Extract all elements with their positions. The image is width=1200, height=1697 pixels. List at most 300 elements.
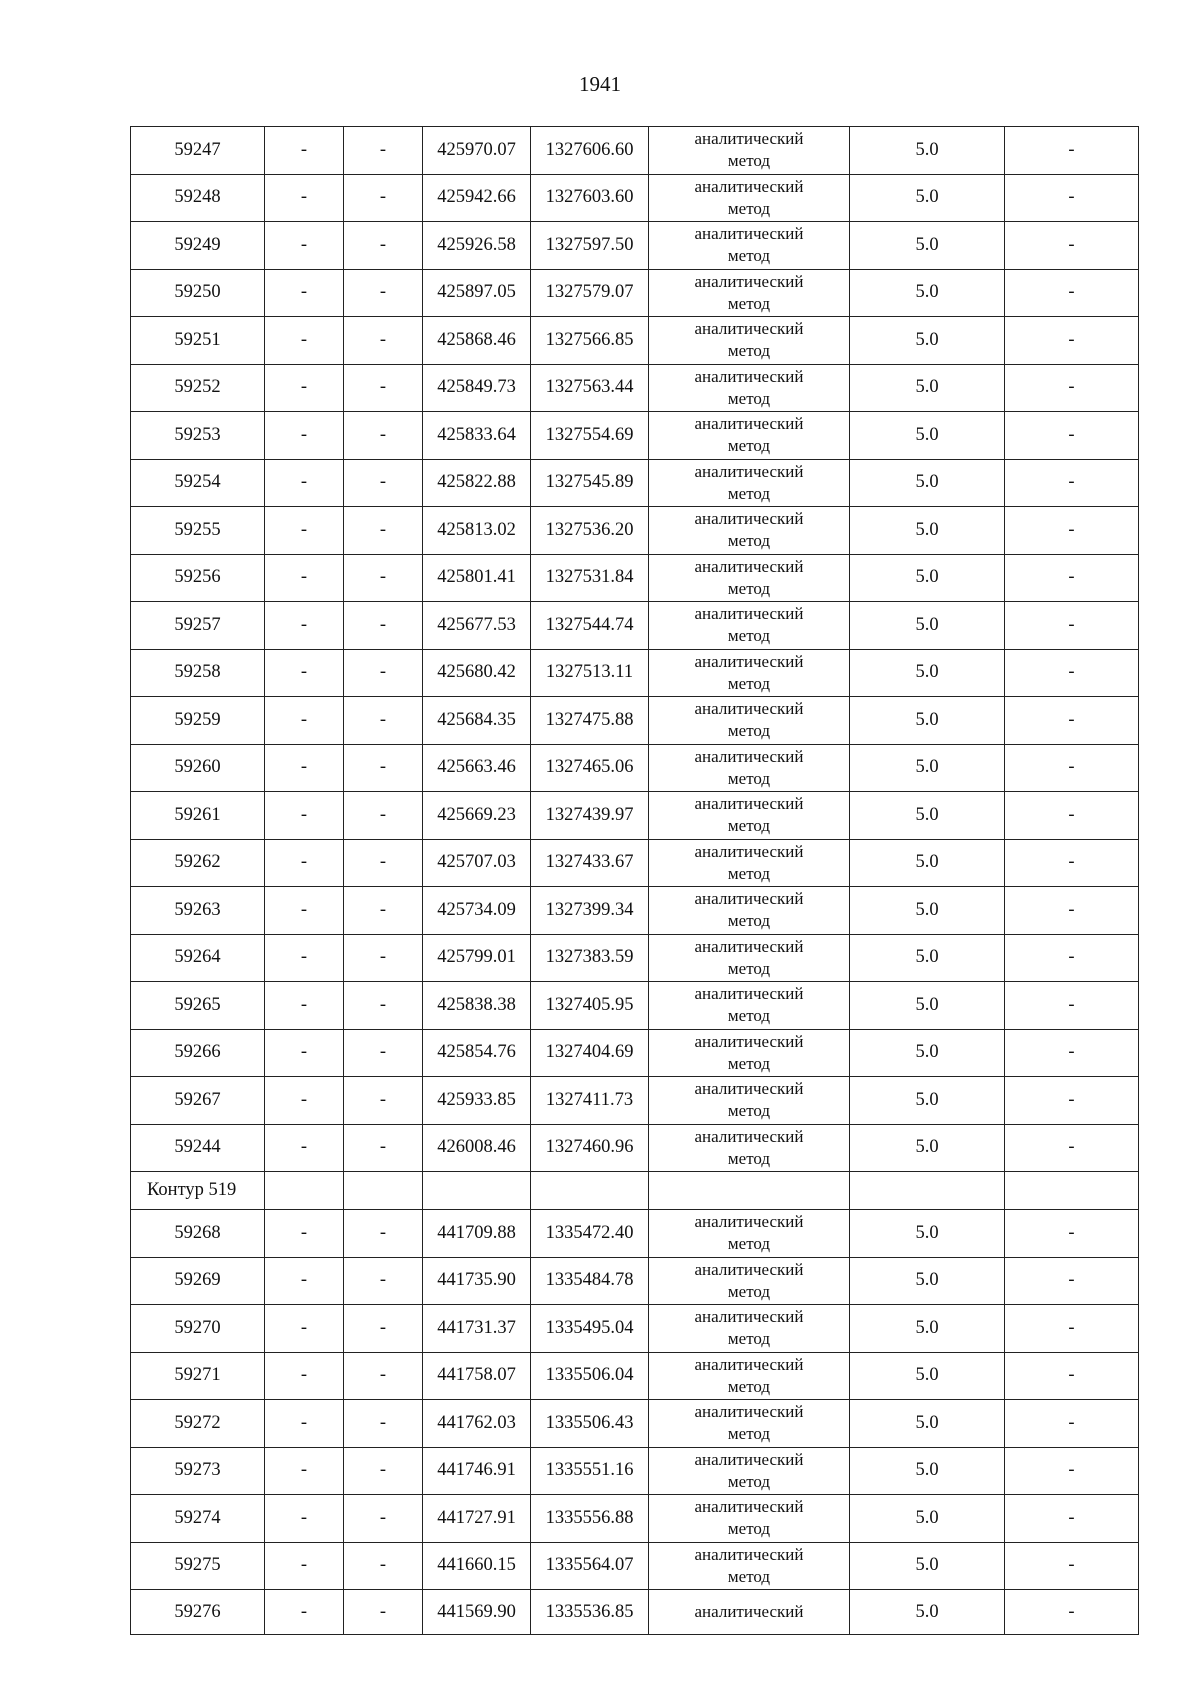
dash-cell: - bbox=[1005, 697, 1139, 745]
dash-cell: - bbox=[265, 982, 344, 1030]
method-line-1: аналитический bbox=[694, 1449, 804, 1469]
point-id-cell: 59261 bbox=[131, 792, 265, 840]
dash-cell: - bbox=[1005, 174, 1139, 222]
table-row bbox=[131, 1542, 1139, 1590]
method-line-1: аналитический bbox=[694, 1402, 804, 1422]
x-coordinate-cell: 425669.23 bbox=[423, 792, 531, 840]
dash-cell: - bbox=[265, 1124, 344, 1172]
dash-cell: - bbox=[265, 1029, 344, 1077]
method-cell bbox=[649, 1495, 850, 1543]
method-line-2: метод bbox=[727, 1471, 771, 1491]
dash-cell: - bbox=[265, 1447, 344, 1495]
y-coordinate-cell: 1327411.73 bbox=[531, 1077, 649, 1125]
dash-cell: - bbox=[265, 1495, 344, 1543]
dash-cell: - bbox=[344, 412, 423, 460]
point-id-cell: 59251 bbox=[131, 317, 265, 365]
dash-cell: - bbox=[344, 1305, 423, 1353]
method-cell bbox=[649, 1210, 850, 1258]
dash-cell: - bbox=[265, 649, 344, 697]
point-id-cell: 59276 bbox=[131, 1590, 265, 1635]
x-coordinate-cell: 425680.42 bbox=[423, 649, 531, 697]
point-id-cell: 59274 bbox=[131, 1495, 265, 1543]
point-id-cell: 59271 bbox=[131, 1352, 265, 1400]
dash-cell: - bbox=[265, 1352, 344, 1400]
method-line-2: метод bbox=[727, 483, 771, 503]
dash-cell: - bbox=[1005, 364, 1139, 412]
accuracy-cell: 5.0 bbox=[850, 1542, 1005, 1590]
point-id-cell: 59260 bbox=[131, 744, 265, 792]
table-row bbox=[131, 934, 1139, 982]
y-coordinate-cell: 1327513.11 bbox=[531, 649, 649, 697]
method-line-2: метод bbox=[727, 1329, 771, 1349]
dash-cell: - bbox=[1005, 744, 1139, 792]
accuracy-cell: 5.0 bbox=[850, 839, 1005, 887]
dash-cell: - bbox=[1005, 554, 1139, 602]
method-cell bbox=[649, 222, 850, 270]
method-cell bbox=[649, 1257, 850, 1305]
method-line-1: аналитический bbox=[694, 604, 804, 624]
dash-cell: - bbox=[344, 744, 423, 792]
dash-cell: - bbox=[344, 1210, 423, 1258]
dash-cell: - bbox=[344, 1124, 423, 1172]
method-cell bbox=[649, 649, 850, 697]
method-line-1: аналитический bbox=[694, 366, 804, 386]
method-cell bbox=[649, 1305, 850, 1353]
dash-cell: - bbox=[1005, 1447, 1139, 1495]
method-cell bbox=[649, 982, 850, 1030]
x-coordinate-cell: 425897.05 bbox=[423, 269, 531, 317]
y-coordinate-cell: 1327554.69 bbox=[531, 412, 649, 460]
accuracy-cell: 5.0 bbox=[850, 1210, 1005, 1258]
method-line-2: метод bbox=[727, 1101, 771, 1121]
method-line-1: аналитический bbox=[694, 889, 804, 909]
x-coordinate-cell: 441731.37 bbox=[423, 1305, 531, 1353]
contour-header-row bbox=[131, 1172, 1139, 1210]
y-coordinate-cell: 1327544.74 bbox=[531, 602, 649, 650]
method-cell bbox=[649, 507, 850, 555]
accuracy-cell: 5.0 bbox=[850, 934, 1005, 982]
accuracy-cell: 5.0 bbox=[850, 982, 1005, 1030]
method-line-2: метод bbox=[727, 911, 771, 931]
x-coordinate-cell: 425822.88 bbox=[423, 459, 531, 507]
accuracy-cell: 5.0 bbox=[850, 1495, 1005, 1543]
accuracy-cell: 5.0 bbox=[850, 317, 1005, 365]
table-row bbox=[131, 1077, 1139, 1125]
dash-cell: - bbox=[344, 127, 423, 175]
dash-cell: - bbox=[344, 1400, 423, 1448]
method-cell bbox=[649, 1352, 850, 1400]
dash-cell: - bbox=[265, 1542, 344, 1590]
dash-cell: - bbox=[1005, 412, 1139, 460]
table-row bbox=[131, 602, 1139, 650]
dash-cell: - bbox=[344, 222, 423, 270]
method-line-1: аналитический bbox=[694, 1497, 804, 1517]
accuracy-cell: 5.0 bbox=[850, 1590, 1005, 1635]
method-line-2: метод bbox=[727, 721, 771, 741]
table-row bbox=[131, 887, 1139, 935]
method-cell bbox=[649, 1124, 850, 1172]
method-line-2: метод bbox=[727, 151, 771, 171]
method-line-2: метод bbox=[727, 1281, 771, 1301]
method-line-1: аналитический bbox=[694, 1354, 804, 1374]
method-cell bbox=[649, 554, 850, 602]
method-line-2: метод bbox=[727, 1006, 771, 1026]
method-line-2: метод bbox=[727, 1148, 771, 1168]
empty-cell bbox=[850, 1172, 1005, 1210]
method-line-2: метод bbox=[727, 1376, 771, 1396]
accuracy-cell: 5.0 bbox=[850, 1352, 1005, 1400]
accuracy-cell: 5.0 bbox=[850, 364, 1005, 412]
x-coordinate-cell: 425801.41 bbox=[423, 554, 531, 602]
dash-cell: - bbox=[265, 1210, 344, 1258]
dash-cell: - bbox=[265, 602, 344, 650]
dash-cell: - bbox=[344, 1257, 423, 1305]
y-coordinate-cell: 1327603.60 bbox=[531, 174, 649, 222]
y-coordinate-cell: 1327545.89 bbox=[531, 459, 649, 507]
dash-cell: - bbox=[344, 1077, 423, 1125]
method-line-2: метод bbox=[727, 673, 771, 693]
dash-cell: - bbox=[265, 1257, 344, 1305]
table-row bbox=[131, 1447, 1139, 1495]
dash-cell: - bbox=[1005, 982, 1139, 1030]
dash-cell: - bbox=[265, 364, 344, 412]
method-cell bbox=[649, 697, 850, 745]
dash-cell: - bbox=[265, 554, 344, 602]
table-row bbox=[131, 364, 1139, 412]
method-cell bbox=[649, 1077, 850, 1125]
accuracy-cell: 5.0 bbox=[850, 412, 1005, 460]
table-body bbox=[131, 127, 1139, 1635]
table-row bbox=[131, 1352, 1139, 1400]
dash-cell: - bbox=[344, 697, 423, 745]
method-line-2: метод bbox=[727, 578, 771, 598]
method-line-1: аналитический bbox=[694, 699, 804, 719]
point-id-cell: 59248 bbox=[131, 174, 265, 222]
dash-cell: - bbox=[265, 459, 344, 507]
y-coordinate-cell: 1327383.59 bbox=[531, 934, 649, 982]
x-coordinate-cell: 425663.46 bbox=[423, 744, 531, 792]
dash-cell: - bbox=[1005, 1029, 1139, 1077]
method-line-1: аналитический bbox=[694, 224, 804, 244]
dash-cell: - bbox=[1005, 222, 1139, 270]
method-cell bbox=[649, 1542, 850, 1590]
x-coordinate-cell: 425849.73 bbox=[423, 364, 531, 412]
dash-cell: - bbox=[344, 839, 423, 887]
dash-cell: - bbox=[344, 507, 423, 555]
dash-cell: - bbox=[1005, 1305, 1139, 1353]
x-coordinate-cell: 425942.66 bbox=[423, 174, 531, 222]
dash-cell: - bbox=[344, 602, 423, 650]
accuracy-cell: 5.0 bbox=[850, 887, 1005, 935]
dash-cell: - bbox=[344, 934, 423, 982]
x-coordinate-cell: 425734.09 bbox=[423, 887, 531, 935]
point-id-cell: 59270 bbox=[131, 1305, 265, 1353]
accuracy-cell: 5.0 bbox=[850, 127, 1005, 175]
x-coordinate-cell: 425833.64 bbox=[423, 412, 531, 460]
method-line-1: аналитический bbox=[694, 984, 804, 1004]
dash-cell: - bbox=[265, 222, 344, 270]
x-coordinate-cell: 441762.03 bbox=[423, 1400, 531, 1448]
y-coordinate-cell: 1327531.84 bbox=[531, 554, 649, 602]
method-line-1: аналитический bbox=[694, 651, 804, 671]
accuracy-cell: 5.0 bbox=[850, 507, 1005, 555]
method-line-2: метод bbox=[727, 958, 771, 978]
table-row bbox=[131, 1590, 1139, 1635]
accuracy-cell: 5.0 bbox=[850, 602, 1005, 650]
method-line-1: аналитический bbox=[694, 1079, 804, 1099]
dash-cell: - bbox=[1005, 1400, 1139, 1448]
dash-cell: - bbox=[1005, 459, 1139, 507]
accuracy-cell: 5.0 bbox=[850, 649, 1005, 697]
dash-cell: - bbox=[1005, 602, 1139, 650]
table-row bbox=[131, 839, 1139, 887]
empty-cell bbox=[423, 1172, 531, 1210]
point-id-cell: 59244 bbox=[131, 1124, 265, 1172]
dash-cell: - bbox=[344, 887, 423, 935]
dash-cell: - bbox=[344, 364, 423, 412]
method-line-2: метод bbox=[727, 246, 771, 266]
accuracy-cell: 5.0 bbox=[850, 1029, 1005, 1077]
y-coordinate-cell: 1335506.04 bbox=[531, 1352, 649, 1400]
page-number: 1941 bbox=[579, 72, 621, 96]
dash-cell: - bbox=[1005, 1077, 1139, 1125]
x-coordinate-cell: 441569.90 bbox=[423, 1590, 531, 1635]
point-id-cell: 59272 bbox=[131, 1400, 265, 1448]
table-row bbox=[131, 649, 1139, 697]
point-id-cell: 59257 bbox=[131, 602, 265, 650]
table-row bbox=[131, 222, 1139, 270]
method-cell bbox=[649, 839, 850, 887]
y-coordinate-cell: 1335556.88 bbox=[531, 1495, 649, 1543]
table-row bbox=[131, 1210, 1139, 1258]
dash-cell: - bbox=[1005, 127, 1139, 175]
dash-cell: - bbox=[1005, 1495, 1139, 1543]
y-coordinate-cell: 1327475.88 bbox=[531, 697, 649, 745]
method-cell bbox=[649, 459, 850, 507]
method-line-1: аналитический bbox=[694, 746, 804, 766]
y-coordinate-cell: 1327405.95 bbox=[531, 982, 649, 1030]
method-line-1: аналитический bbox=[694, 129, 804, 149]
coordinates-table bbox=[130, 126, 1139, 1635]
method-line-1: аналитический bbox=[694, 461, 804, 481]
method-line-2: метод bbox=[727, 1566, 771, 1586]
method-line-2: метод bbox=[727, 436, 771, 456]
method-cell bbox=[649, 174, 850, 222]
dash-cell: - bbox=[265, 1077, 344, 1125]
x-coordinate-cell: 425677.53 bbox=[423, 602, 531, 650]
table-row bbox=[131, 174, 1139, 222]
dash-cell: - bbox=[1005, 507, 1139, 555]
accuracy-cell: 5.0 bbox=[850, 1400, 1005, 1448]
accuracy-cell: 5.0 bbox=[850, 792, 1005, 840]
method-cell bbox=[649, 744, 850, 792]
point-id-cell: 59268 bbox=[131, 1210, 265, 1258]
method-cell bbox=[649, 317, 850, 365]
method-line-2: метод bbox=[727, 816, 771, 836]
method-cell bbox=[649, 1400, 850, 1448]
method-line-1: аналитический bbox=[694, 176, 804, 196]
dash-cell: - bbox=[1005, 649, 1139, 697]
y-coordinate-cell: 1335484.78 bbox=[531, 1257, 649, 1305]
method-line-2: метод bbox=[727, 1053, 771, 1073]
x-coordinate-cell: 425926.58 bbox=[423, 222, 531, 270]
method-cell bbox=[649, 602, 850, 650]
accuracy-cell: 5.0 bbox=[850, 1305, 1005, 1353]
method-cell bbox=[649, 364, 850, 412]
table-row bbox=[131, 1029, 1139, 1077]
dash-cell: - bbox=[265, 1305, 344, 1353]
empty-cell bbox=[531, 1172, 649, 1210]
table-row bbox=[131, 982, 1139, 1030]
y-coordinate-cell: 1327465.06 bbox=[531, 744, 649, 792]
point-id-cell: 59253 bbox=[131, 412, 265, 460]
accuracy-cell: 5.0 bbox=[850, 1257, 1005, 1305]
method-line-1: аналитический bbox=[694, 1307, 804, 1327]
dash-cell: - bbox=[265, 317, 344, 365]
x-coordinate-cell: 425799.01 bbox=[423, 934, 531, 982]
dash-cell: - bbox=[1005, 317, 1139, 365]
dash-cell: - bbox=[265, 269, 344, 317]
point-id-cell: 59252 bbox=[131, 364, 265, 412]
accuracy-cell: 5.0 bbox=[850, 269, 1005, 317]
y-coordinate-cell: 1335564.07 bbox=[531, 1542, 649, 1590]
dash-cell: - bbox=[265, 792, 344, 840]
dash-cell: - bbox=[265, 412, 344, 460]
empty-cell bbox=[649, 1172, 850, 1210]
table-row bbox=[131, 792, 1139, 840]
contour-label: Контур 519 bbox=[131, 1172, 265, 1210]
method-line-1: аналитический bbox=[694, 509, 804, 529]
dash-cell: - bbox=[344, 174, 423, 222]
method-cell bbox=[649, 412, 850, 460]
accuracy-cell: 5.0 bbox=[850, 1124, 1005, 1172]
method-line-2: метод bbox=[727, 1424, 771, 1444]
x-coordinate-cell: 425684.35 bbox=[423, 697, 531, 745]
dash-cell: - bbox=[344, 1029, 423, 1077]
x-coordinate-cell: 425970.07 bbox=[423, 127, 531, 175]
dash-cell: - bbox=[344, 1352, 423, 1400]
method-line-1: аналитический bbox=[694, 1602, 804, 1621]
method-line-1: аналитический bbox=[694, 1031, 804, 1051]
table-row bbox=[131, 1305, 1139, 1353]
point-id-cell: 59255 bbox=[131, 507, 265, 555]
y-coordinate-cell: 1327460.96 bbox=[531, 1124, 649, 1172]
y-coordinate-cell: 1327597.50 bbox=[531, 222, 649, 270]
dash-cell: - bbox=[265, 934, 344, 982]
method-line-1: аналитический bbox=[694, 1212, 804, 1232]
y-coordinate-cell: 1327606.60 bbox=[531, 127, 649, 175]
method-line-2: метод bbox=[727, 1234, 771, 1254]
dash-cell: - bbox=[265, 174, 344, 222]
empty-cell bbox=[344, 1172, 423, 1210]
table-row bbox=[131, 1257, 1139, 1305]
x-coordinate-cell: 441660.15 bbox=[423, 1542, 531, 1590]
point-id-cell: 59247 bbox=[131, 127, 265, 175]
point-id-cell: 59258 bbox=[131, 649, 265, 697]
dash-cell: - bbox=[265, 744, 344, 792]
y-coordinate-cell: 1335551.16 bbox=[531, 1447, 649, 1495]
x-coordinate-cell: 425838.38 bbox=[423, 982, 531, 1030]
method-line-1: аналитический bbox=[694, 1126, 804, 1146]
dash-cell: - bbox=[1005, 839, 1139, 887]
x-coordinate-cell: 441709.88 bbox=[423, 1210, 531, 1258]
point-id-cell: 59267 bbox=[131, 1077, 265, 1125]
method-line-1: аналитический bbox=[694, 841, 804, 861]
dash-cell: - bbox=[344, 1590, 423, 1635]
method-cell bbox=[649, 1029, 850, 1077]
table-row bbox=[131, 1400, 1139, 1448]
point-id-cell: 59262 bbox=[131, 839, 265, 887]
method-cell bbox=[649, 1447, 850, 1495]
x-coordinate-cell: 425813.02 bbox=[423, 507, 531, 555]
x-coordinate-cell: 425933.85 bbox=[423, 1077, 531, 1125]
dash-cell: - bbox=[265, 127, 344, 175]
y-coordinate-cell: 1335495.04 bbox=[531, 1305, 649, 1353]
accuracy-cell: 5.0 bbox=[850, 697, 1005, 745]
method-line-2: метод bbox=[727, 768, 771, 788]
method-line-1: аналитический bbox=[694, 936, 804, 956]
point-id-cell: 59275 bbox=[131, 1542, 265, 1590]
accuracy-cell: 5.0 bbox=[850, 174, 1005, 222]
point-id-cell: 59264 bbox=[131, 934, 265, 982]
dash-cell: - bbox=[344, 649, 423, 697]
y-coordinate-cell: 1327404.69 bbox=[531, 1029, 649, 1077]
method-line-1: аналитический bbox=[694, 1544, 804, 1564]
empty-cell bbox=[265, 1172, 344, 1210]
y-coordinate-cell: 1327433.67 bbox=[531, 839, 649, 887]
dash-cell: - bbox=[344, 1495, 423, 1543]
dash-cell: - bbox=[344, 317, 423, 365]
point-id-cell: 59273 bbox=[131, 1447, 265, 1495]
dash-cell: - bbox=[344, 1447, 423, 1495]
x-coordinate-cell: 425868.46 bbox=[423, 317, 531, 365]
y-coordinate-cell: 1327439.97 bbox=[531, 792, 649, 840]
x-coordinate-cell: 425854.76 bbox=[423, 1029, 531, 1077]
dash-cell: - bbox=[1005, 792, 1139, 840]
method-cell bbox=[649, 934, 850, 982]
y-coordinate-cell: 1327566.85 bbox=[531, 317, 649, 365]
point-id-cell: 59254 bbox=[131, 459, 265, 507]
y-coordinate-cell: 1327579.07 bbox=[531, 269, 649, 317]
accuracy-cell: 5.0 bbox=[850, 554, 1005, 602]
dash-cell: - bbox=[344, 269, 423, 317]
dash-cell: - bbox=[344, 1542, 423, 1590]
dash-cell: - bbox=[1005, 1210, 1139, 1258]
method-cell bbox=[649, 1590, 850, 1635]
table-row bbox=[131, 412, 1139, 460]
point-id-cell: 59259 bbox=[131, 697, 265, 745]
y-coordinate-cell: 1327399.34 bbox=[531, 887, 649, 935]
dash-cell: - bbox=[1005, 887, 1139, 935]
dash-cell: - bbox=[1005, 1590, 1139, 1635]
method-line-2: метод bbox=[727, 626, 771, 646]
y-coordinate-cell: 1335536.85 bbox=[531, 1590, 649, 1635]
method-cell bbox=[649, 887, 850, 935]
method-cell bbox=[649, 269, 850, 317]
method-line-1: аналитический bbox=[694, 794, 804, 814]
dash-cell: - bbox=[1005, 1124, 1139, 1172]
table-row bbox=[131, 1495, 1139, 1543]
dash-cell: - bbox=[1005, 1352, 1139, 1400]
dash-cell: - bbox=[1005, 934, 1139, 982]
dash-cell: - bbox=[265, 1590, 344, 1635]
point-id-cell: 59263 bbox=[131, 887, 265, 935]
method-cell bbox=[649, 792, 850, 840]
dash-cell: - bbox=[265, 887, 344, 935]
table-row bbox=[131, 127, 1139, 175]
method-line-2: метод bbox=[727, 293, 771, 313]
y-coordinate-cell: 1335472.40 bbox=[531, 1210, 649, 1258]
